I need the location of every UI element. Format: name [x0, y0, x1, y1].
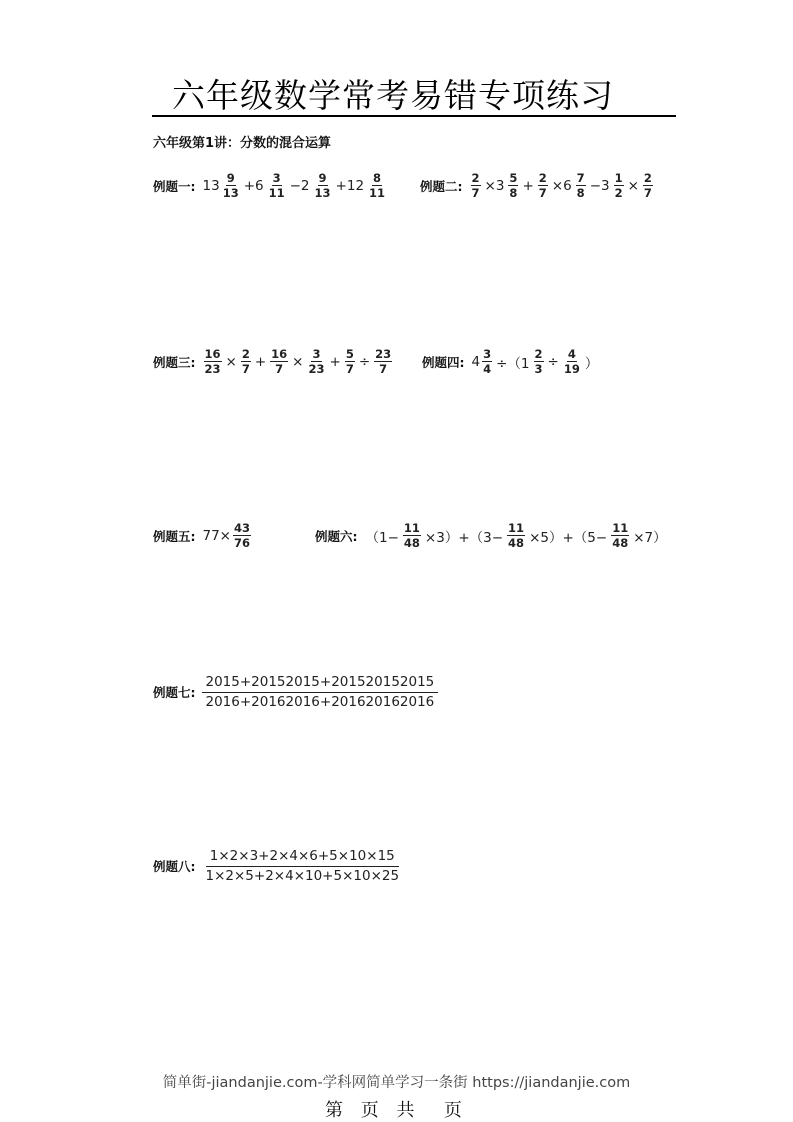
operator: ×7）	[633, 529, 667, 546]
lesson-subtitle: 六年级第1讲：分数的混合运算	[153, 136, 332, 151]
fraction	[233, 522, 251, 549]
problem-label: 例题六:	[315, 528, 358, 544]
fraction	[538, 172, 548, 199]
big-fraction	[202, 674, 439, 711]
problem-3	[153, 348, 394, 375]
problem-label: 例题八:	[153, 859, 196, 875]
denominator: 2	[614, 186, 623, 201]
numerator: 11	[403, 521, 420, 535]
denominator: 7	[275, 362, 284, 377]
operator: ×	[627, 177, 639, 194]
operator: +6	[243, 177, 264, 194]
operator: ×3	[484, 177, 505, 194]
whole-number: 13	[202, 177, 220, 194]
denominator: 3	[534, 362, 543, 377]
numerator: 3	[272, 171, 281, 185]
denominator: 76	[234, 536, 251, 551]
expression	[469, 172, 655, 199]
operator: ×	[292, 353, 304, 370]
operator: +	[329, 353, 341, 370]
operator: ÷（1	[496, 355, 530, 372]
fraction	[507, 522, 525, 549]
numerator: 23	[375, 347, 392, 361]
numerator: 2	[538, 171, 547, 185]
numerator: 11	[508, 521, 525, 535]
denominator: 7	[241, 362, 250, 377]
title-underline	[152, 115, 676, 117]
operator: （1−	[365, 529, 399, 546]
denominator: 7	[643, 186, 652, 201]
fraction	[563, 348, 581, 375]
problem-5	[153, 522, 253, 549]
operator: ÷	[547, 353, 559, 370]
denominator: 13	[222, 186, 239, 201]
fraction	[270, 348, 288, 375]
expression	[471, 348, 601, 375]
denominator: 7	[538, 186, 547, 201]
operator: ）	[584, 355, 599, 372]
fraction	[482, 348, 492, 375]
denominator: 1×2×5+2×4×10+5×10×25	[205, 867, 400, 884]
fraction	[403, 522, 421, 549]
numerator: 2	[241, 347, 250, 361]
numerator: 9	[226, 171, 235, 185]
big-fraction	[202, 848, 404, 885]
numerator: 2	[471, 171, 480, 185]
problem-4	[422, 348, 600, 375]
fraction	[314, 172, 332, 199]
denominator: 4	[483, 362, 492, 377]
expression	[202, 172, 389, 199]
denominator: 48	[508, 536, 525, 551]
fraction	[268, 172, 286, 199]
fraction	[508, 172, 518, 199]
numerator: 3	[312, 347, 321, 361]
expression	[202, 348, 395, 375]
footer-source-line: 简单街-jiandanjie.com-学科网简单学习一条街 https://jiandanjie.com	[162, 1075, 631, 1091]
fraction	[307, 348, 325, 375]
numerator: 2	[643, 171, 652, 185]
fraction	[222, 172, 240, 199]
operator: +	[254, 353, 267, 370]
denominator: 7	[345, 362, 354, 377]
denominator: 23	[308, 362, 325, 377]
expression	[202, 522, 254, 549]
operator: ×3）+（3−	[424, 529, 504, 546]
numerator: 5	[345, 347, 354, 361]
denominator: 11	[268, 186, 285, 201]
expression	[364, 522, 669, 549]
whole-number: 77×	[202, 527, 231, 544]
operator: +12	[335, 177, 365, 194]
problem-label: 例题一:	[153, 178, 196, 194]
denominator: 48	[612, 536, 629, 551]
denominator: 8	[576, 186, 585, 201]
fraction	[345, 348, 355, 375]
problem-label: 例题三:	[153, 354, 196, 370]
fraction	[368, 172, 386, 199]
problem-6	[315, 522, 669, 549]
footer-page-number: 第 页 共 页	[325, 1100, 468, 1121]
denominator: 11	[369, 186, 386, 201]
numerator: 16	[204, 347, 221, 361]
problem-7	[153, 674, 438, 711]
fraction	[614, 172, 624, 199]
numerator: 3	[483, 347, 492, 361]
denominator: 48	[403, 536, 420, 551]
numerator: 2015+20152015+201520152015	[202, 674, 439, 693]
fraction	[576, 172, 586, 199]
numerator: 1×2×3+2×4×6+5×10×15	[206, 848, 399, 867]
numerator: 4	[567, 347, 576, 361]
problem-label: 例题七:	[153, 685, 196, 701]
operator: ×5）+（5−	[529, 529, 608, 546]
numerator: 7	[576, 171, 585, 185]
operator: −3	[589, 177, 610, 194]
fraction	[204, 348, 222, 375]
numerator: 9	[318, 171, 327, 185]
operator: +	[522, 177, 534, 194]
operator: ×6	[551, 177, 572, 194]
denominator: 7	[471, 186, 480, 201]
denominator: 7	[379, 362, 388, 377]
problem-1	[153, 172, 388, 199]
numerator: 2	[534, 347, 543, 361]
fraction	[643, 172, 653, 199]
page-title: 六年级数学常考易错专项练习	[172, 76, 614, 115]
operator: ×	[225, 353, 237, 370]
problem-8	[153, 848, 403, 885]
denominator: 23	[204, 362, 221, 377]
numerator: 5	[509, 171, 518, 185]
fraction	[374, 348, 392, 375]
problem-2	[420, 172, 655, 199]
whole-number: 4	[471, 353, 481, 370]
denominator: 2016+20162016+201620162016	[205, 693, 435, 710]
fraction	[241, 348, 251, 375]
denominator: 19	[563, 362, 580, 377]
operator: −2	[289, 177, 310, 194]
numerator: 1	[614, 171, 623, 185]
numerator: 16	[271, 347, 288, 361]
problem-label: 例题二:	[420, 178, 463, 194]
numerator: 43	[234, 521, 251, 535]
fraction	[534, 348, 544, 375]
denominator: 13	[314, 186, 331, 201]
problem-label: 例题四:	[422, 354, 465, 370]
fraction	[471, 172, 481, 199]
numerator: 8	[373, 171, 382, 185]
numerator: 11	[612, 521, 629, 535]
denominator: 8	[509, 186, 518, 201]
fraction	[611, 522, 629, 549]
operator: ÷	[358, 353, 371, 370]
problem-label: 例题五:	[153, 528, 196, 544]
